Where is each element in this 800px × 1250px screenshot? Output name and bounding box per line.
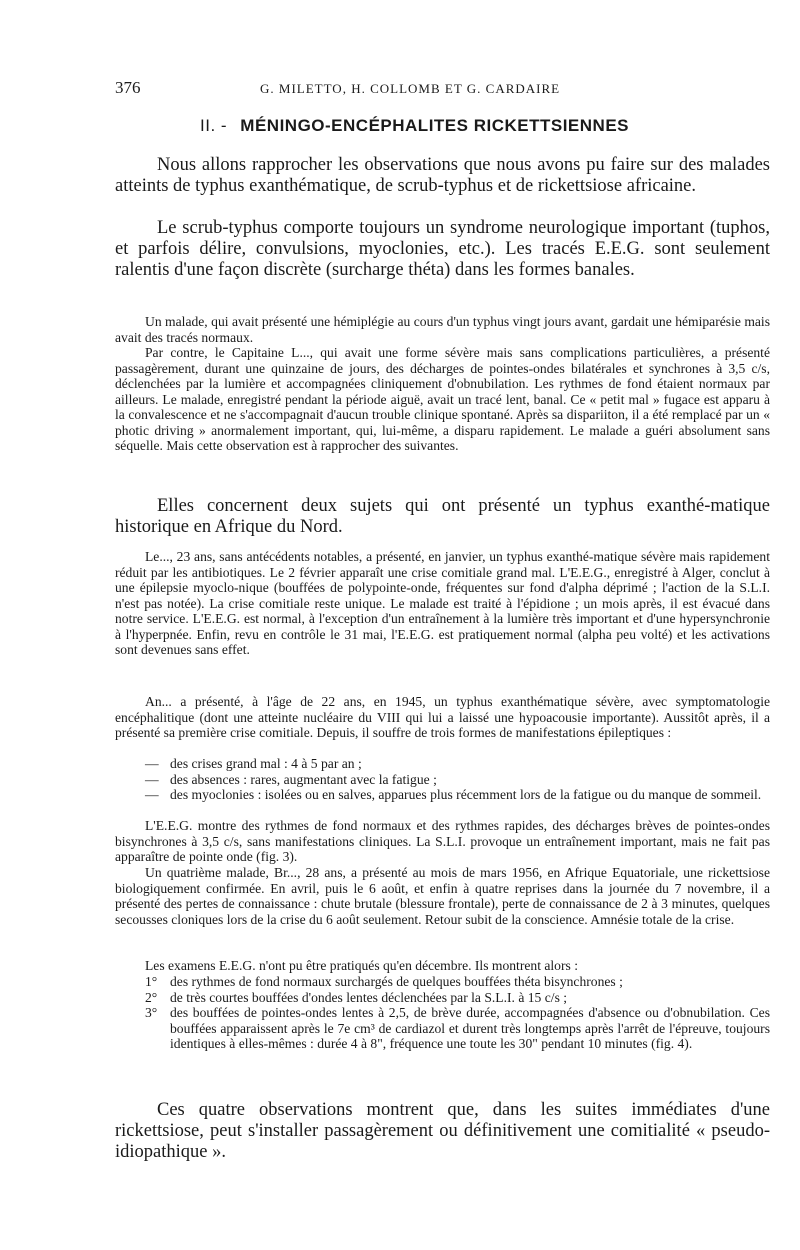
section-number: II. - [200,116,228,135]
eeg-findings-list [145,974,770,1052]
paragraph-captain-case: Par contre, le Capitaine L..., qui avait une forme sévère mais sans complications particulières, a présenté passagèrement, durant une quinzaine de jours, des décharges de pointes-ondes bilatérales et synchrones à 3,5 c/s, déclenchées par la lumière et accompagnées cliniquement d'obnubilation. Les rythmes de fond étaient normaux par ailleurs. Le malade, enregistré pendant la période aiguë, avait un tracé lent, banal. Ce « petit mal » fugace est apparu à la convalescence et ne s'accompagnait d'aucun trouble clinique spontané. Après sa dispariiton, il a été remplacé par un « photic driving » anormalement important, qui, lui-même, a disparu rapidement. Le malade a guéri absolument sans séquelle. Mais cette observation est à rapprocher des suivantes. [115,345,770,453]
paragraph-case-le: Le..., 23 ans, sans antécédents notables, a présenté, en janvier, un typhus exanthé-matique sévère mais rapidement réduit par les antibiotiques. Le 2 février apparaît une crise comitiale grand mal. L'E.E.G., enregistré à Alger, conclut à une épilepsie myoclo-nique (bouffées de polypointe-onde, fréquentes sur fond d'alpha déprimé ; l'action de la S.L.I. n'est pas notée). La crise comitiale reste unique. Le malade est traité à l'épidione ; un mois après, il est évacué dans notre service. L'E.E.G. est normal, à l'exception d'un entraînement à la lumière très important et d'une hypersynchronie à l'hyperpnée. Enfin, revu en contrôle le 31 mai, l'E.E.G. est pratiquement normal (alpha peu volté) et les activations sont devenues sans effet. [115,549,770,657]
paragraph-conclusion: Ces quatre observations montrent que, dans les suites immédiates d'une rickettsiose, peut s'installer passagèrement ou définitivement une comitialité « pseudo-idiopathique ». [115,1100,770,1162]
list-item: 2° de très courtes bouffées d'ondes lentes déclenchées par la S.L.I. à 15 c/s ; [145,989,568,1005]
list-item: — des crises grand mal : 4 à 5 par an ; [145,756,362,771]
paragraph-case-an: An... a présenté, à l'âge de 22 ans, en 1945, un typhus exanthématique sévère, avec symptomatologie encéphalitique (dont une atteinte nucléaire du VIII qui lui a laissé une hypoacousie importante). Aussitôt après, il a présenté sa première crise comitiale. Depuis, il souffre de trois formes de manifestations épileptiques : [115,694,770,740]
list-item: 1° des rythmes de fond normaux surchargés de quelques bouffées théta bisynchrones ; [145,974,623,989]
section-title [200,116,740,136]
paragraph-eeg-exams: Les examens E.E.G. n'ont pu être pratiqués qu'en décembre. Ils montrent alors : [145,958,578,973]
list-item: 3° des bouffées de pointes-ondes lentes à 2,5, de brève durée, accompagnées d'absence ou d'obnubilation. Ces bouffées apparaissent après le 7e cm³ de cardiazol et durent très longtemps après l'arrêt de l'épreuve, toujours identiques à elles-mêmes : durée 4 à 8", fréquence une toute les 30" pendant 10 minutes (fig. 4). [145,1005,770,1051]
manifestations-list [145,756,770,803]
paragraph-case-br: Un quatrième malade, Br..., 28 ans, a présenté au mois de mars 1956, en Afrique Equatoriale, une rickettsiose biologiquement confirmée. En avril, puis le 6 août, et enfin à quatre reprises dans la journée du 7 novembre, il a présenté des pertes de connaissance : chute brutale (blessure frontale), perte de connaissance de 2 à 3 minutes, quelques secousses cloniques lors de la crise du 6 août seulement. Retour subit de la conscience. Amnésie totale de la crise. [115,865,770,927]
page-number: 376 [115,78,141,97]
paragraph-two-subjects: Elles concernent deux sujets qui ont présenté un typhus exanthé-matique historique en Afrique du Nord. [115,496,770,537]
list-item: — des absences : rares, augmentant avec la fatigue ; [145,771,437,787]
paragraph-hemiplegia-case: Un malade, qui avait présenté une hémiplégie au cours d'un typhus vingt jours avant, gardait une hémiparésie mais avait des tracés normaux. [115,314,770,345]
paragraph-scrub-typhus: Le scrub-typhus comporte toujours un syndrome neurologique important (tuphos, et parfois délire, convulsions, myoclonies, etc.). Les tracés E.E.G. sont seulement ralentis d'une façon discrète (surcharge théta) dans les formes banales. [115,218,770,280]
list-item: — des myoclonies : isolées ou en salves, apparues plus récemment lors de la fatigue ou du manque de sommeil. [145,787,762,802]
section-title-text: MÉNINGO-ENCÉPHALITES RICKETTSIENNES [240,116,629,135]
running-head: G. MILETTO, H. COLLOMB ET G. CARDAIRE [260,81,561,96]
paragraph-intro: Nous allons rapprocher les observations que nous avons pu faire sur des malades atteints de typhus exanthématique, de scrub-typhus et de rickettsiose africaine. [115,155,770,196]
paragraph-eeg-an: L'E.E.G. montre des rythmes de fond normaux et des rythmes rapides, des décharges brèves de pointes-ondes bisynchrones à 3,5 c/s, sans manifestations cliniques. La S.L.I. provoque un entraînement important, mais ne fait pas apparaître de pointe onde (fig. 3). [115,818,770,864]
